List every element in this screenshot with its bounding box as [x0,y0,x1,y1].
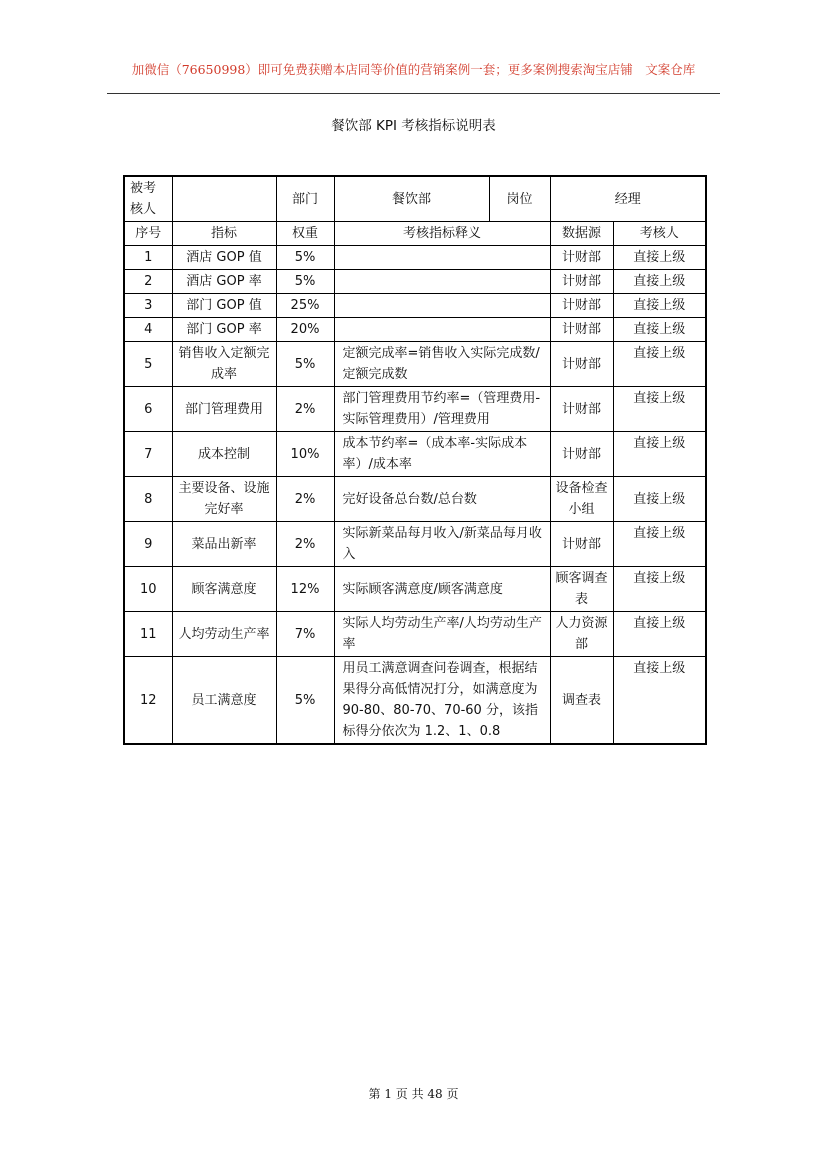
table-row [124,522,706,567]
row-no: 10 [124,567,172,612]
col-weight-header: 权重 [276,222,334,246]
row-indicator: 主要设备、设施完好率 [172,477,276,522]
assessee-label: 被考核人 [124,176,172,222]
promo-banner-text: 加微信（76650998）即可免费获赠本店同等价值的营销案例一套；更多案例搜索淘宝店铺 文案仓库 [131,62,696,77]
row-assessor: 直接上级 [613,432,706,477]
row-definition: 完好设备总台数/总台数 [334,477,550,522]
row-source: 计财部 [550,387,613,432]
page-number: 第 1 页 共 48 页 [368,1087,459,1101]
row-assessor: 直接上级 [613,612,706,657]
row-source: 计财部 [550,432,613,477]
table-row [124,318,706,342]
row-assessor: 直接上级 [613,294,706,318]
row-indicator: 酒店 GOP 值 [172,246,276,270]
row-indicator: 部门管理费用 [172,387,276,432]
row-indicator: 成本控制 [172,432,276,477]
row-definition [334,270,550,294]
table-row [124,246,706,270]
row-indicator: 菜品出新率 [172,522,276,567]
row-assessor: 直接上级 [613,387,706,432]
row-weight: 12% [276,567,334,612]
table-row [124,567,706,612]
col-definition-header: 考核指标释义 [334,222,550,246]
row-indicator: 人均劳动生产率 [172,612,276,657]
row-indicator: 部门 GOP 值 [172,294,276,318]
col-assessor-header: 考核人 [613,222,706,246]
row-source: 设备检查小组 [550,477,613,522]
row-definition: 用员工满意调查问卷调查，根据结果得分高低情况打分，如满意度为 90-80、80-70、70-60 分，该指标得分依次为 1.2、1、0.8 [334,657,550,745]
row-source: 计财部 [550,318,613,342]
row-definition: 实际人均劳动生产率/人均劳动生产率 [334,612,550,657]
row-no: 4 [124,318,172,342]
row-indicator: 酒店 GOP 率 [172,270,276,294]
row-no: 5 [124,342,172,387]
row-assessor: 直接上级 [613,342,706,387]
position-label: 岗位 [489,176,550,222]
row-assessor: 直接上级 [613,318,706,342]
row-indicator: 员工满意度 [172,657,276,745]
row-definition: 实际顾客满意度/顾客满意度 [334,567,550,612]
row-weight: 2% [276,522,334,567]
info-row [124,176,706,222]
row-weight: 10% [276,432,334,477]
row-weight: 20% [276,318,334,342]
row-assessor: 直接上级 [613,522,706,567]
row-indicator: 销售收入定额完成率 [172,342,276,387]
row-weight: 5% [276,342,334,387]
row-no: 11 [124,612,172,657]
row-no: 8 [124,477,172,522]
header-divider [107,93,720,94]
row-weight: 5% [276,657,334,745]
row-assessor: 直接上级 [613,270,706,294]
row-source: 计财部 [550,270,613,294]
dept-value: 餐饮部 [334,176,489,222]
row-no: 9 [124,522,172,567]
row-weight: 5% [276,246,334,270]
row-weight: 25% [276,294,334,318]
row-source: 计财部 [550,294,613,318]
row-no: 6 [124,387,172,432]
row-weight: 7% [276,612,334,657]
col-source-header: 数据源 [550,222,613,246]
row-source: 计财部 [550,246,613,270]
row-assessor: 直接上级 [613,477,706,522]
kpi-rows [124,246,706,745]
row-source: 计财部 [550,522,613,567]
row-no: 12 [124,657,172,745]
row-weight: 2% [276,477,334,522]
row-definition: 部门管理费用节约率=（管理费用-实际管理费用）/管理费用 [334,387,550,432]
table-row [124,477,706,522]
kpi-table [123,175,707,745]
row-no: 1 [124,246,172,270]
table-row [124,432,706,477]
row-source: 人力资源部 [550,612,613,657]
table-row [124,342,706,387]
table-row [124,612,706,657]
row-assessor: 直接上级 [613,246,706,270]
row-indicator: 部门 GOP 率 [172,318,276,342]
dept-label: 部门 [276,176,334,222]
col-no-header: 序号 [124,222,172,246]
row-assessor: 直接上级 [613,567,706,612]
row-assessor: 直接上级 [613,657,706,745]
row-source: 计财部 [550,342,613,387]
row-source: 顾客调查表 [550,567,613,612]
position-value: 经理 [550,176,706,222]
col-indicator-header: 指标 [172,222,276,246]
row-no: 7 [124,432,172,477]
row-source: 调查表 [550,657,613,745]
row-definition: 定额完成率=销售收入实际完成数/定额完成数 [334,342,550,387]
row-definition [334,246,550,270]
table-row [124,294,706,318]
row-no: 2 [124,270,172,294]
column-header-row [124,222,706,246]
row-indicator: 顾客满意度 [172,567,276,612]
row-no: 3 [124,294,172,318]
table-row [124,270,706,294]
row-definition [334,318,550,342]
document-title: 餐饮部 KPI 考核指标说明表 [331,118,496,134]
row-weight: 5% [276,270,334,294]
row-definition: 成本节约率=（成本率-实际成本率）/成本率 [334,432,550,477]
row-definition: 实际新菜品每月收入/新菜品每月收入 [334,522,550,567]
table-row [124,387,706,432]
table-row [124,657,706,745]
assessee-value [172,176,276,222]
row-definition [334,294,550,318]
row-weight: 2% [276,387,334,432]
